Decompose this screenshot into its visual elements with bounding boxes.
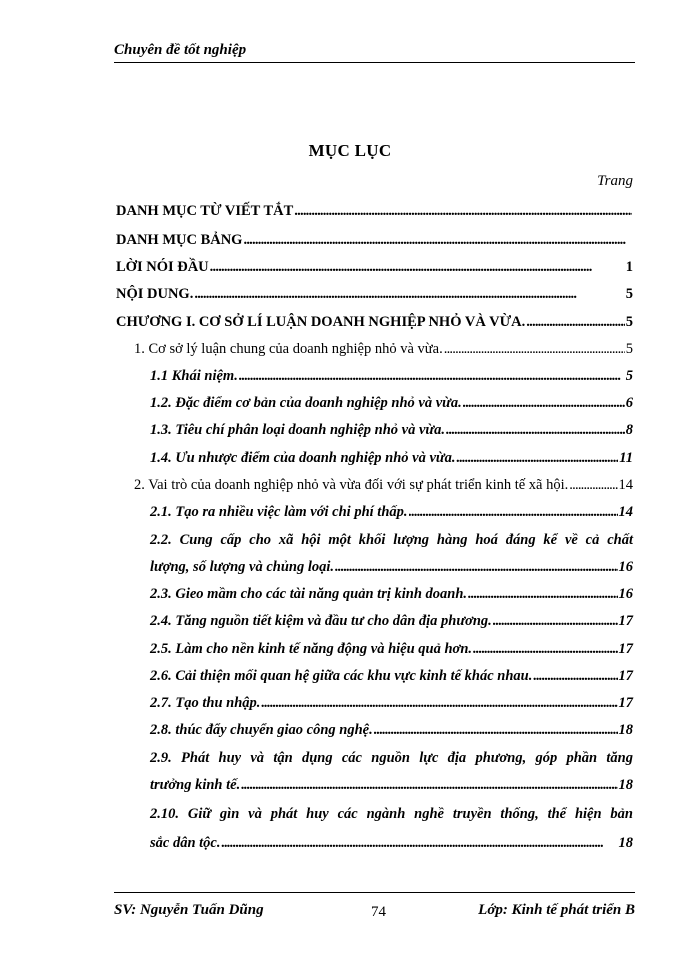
- toc-entry[interactable]: DANH MỤC TỪ VIẾT TẮT . . .: [116, 201, 633, 221]
- toc-entry[interactable]: 1.2. Đặc điểm cơ bản của doanh nghiệp nhỏ và vừa. . . . 6: [150, 393, 633, 413]
- student-name: SV: Nguyễn Tuấn Dũng: [114, 902, 264, 918]
- toc-entry[interactable]: lượng, số lượng và chủng loại. . . . 16: [150, 557, 633, 577]
- toc-entry[interactable]: 2.8. thúc đẩy chuyển giao công nghệ. . . . 18: [150, 720, 633, 740]
- toc-entry[interactable]: 2.1. Tạo ra nhiều việc làm với chi phí thấp. . . . 14: [150, 502, 633, 522]
- toc-entry-first-line: 2.10. Giữ gìn và phát huy các ngành nghề truyền thống, thể hiện bản: [150, 806, 633, 822]
- page-number: 74: [371, 904, 386, 920]
- toc-entry[interactable]: 2.4. Tăng nguồn tiết kiệm và đầu tư cho dân địa phương. . . . 17: [150, 611, 633, 631]
- toc-entry[interactable]: trưởng kinh tế. . . . 18: [150, 775, 633, 795]
- toc-entry[interactable]: sắc dân tộc. . . . 18: [150, 833, 633, 853]
- toc-entry-first-line: 2.9. Phát huy và tận dụng các nguồn lực địa phương, góp phần tăng: [150, 750, 633, 766]
- toc-entry[interactable]: 1.4. Ưu nhược điểm của doanh nghiệp nhỏ và vừa. . . . 11: [150, 448, 633, 468]
- toc-entry-first-line: 2.2. Cung cấp cho xã hội một khối lượng hàng hoá đáng kể về cả chất: [150, 532, 633, 548]
- toc-entry[interactable]: 2.5. Làm cho nền kinh tế năng động và hiệu quả hơn. . . . 17: [150, 639, 633, 659]
- toc-entry[interactable]: 1.3. Tiêu chí phân loại doanh nghiệp nhỏ và vừa. . . . 8: [150, 420, 633, 440]
- class-name: Lớp: Kinh tế phát triển B: [478, 902, 635, 918]
- page-footer: [114, 892, 635, 921]
- toc-entry[interactable]: 2.7. Tạo thu nhập. . . . 17: [150, 693, 633, 713]
- toc-entry[interactable]: 1.1 Khái niệm. . . . 5: [150, 366, 633, 386]
- page-title: MỤC LỤC: [308, 141, 392, 160]
- toc-entry[interactable]: DANH MỤC BẢNG . . .: [116, 230, 633, 250]
- toc-entry[interactable]: 2.6. Cải thiện mối quan hệ giữa các khu vực kinh tế khác nhau. . . . 17: [150, 666, 633, 686]
- toc-entry[interactable]: LỜI NÓI ĐẦU . . . 1: [116, 257, 633, 277]
- toc-entry[interactable]: NỘI DUNG. . . . 5: [116, 284, 633, 304]
- toc-entry[interactable]: 2.3. Gieo mầm cho các tài năng quản trị kinh doanh. . . . 16: [150, 584, 633, 604]
- toc-entry[interactable]: CHƯƠNG I. CƠ SỞ LÍ LUẬN DOANH NGHIỆP NHỎ VÀ VỪA. . . . 5: [116, 312, 633, 332]
- toc-entry[interactable]: 1. Cơ sở lý luận chung của doanh nghiệp nhỏ và vừa. . . . 5: [134, 339, 633, 359]
- page-header: [114, 40, 635, 63]
- header-text: Chuyên đề tốt nghiệp: [114, 42, 247, 58]
- page-column-label: Trang: [597, 173, 633, 189]
- toc-entry[interactable]: 2. Vai trò của doanh nghiệp nhỏ và vừa đối với sự phát triển kinh tế xã hội. . . . 14: [134, 475, 633, 495]
